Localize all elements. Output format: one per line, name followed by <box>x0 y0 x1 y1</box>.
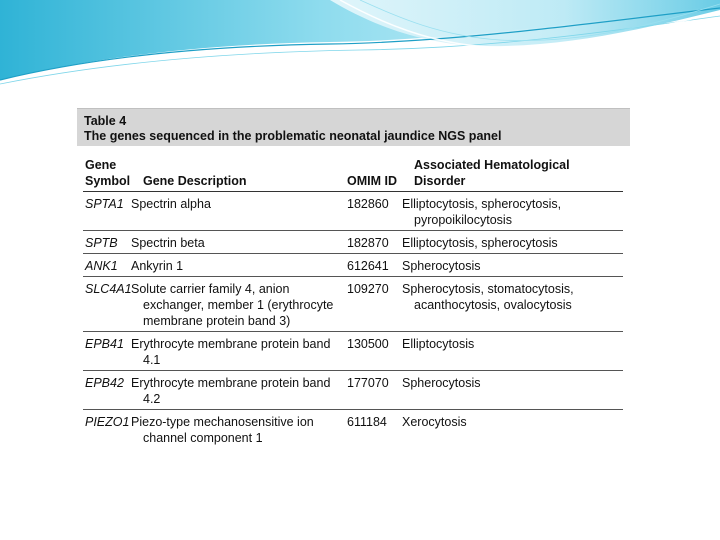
omim-id-cell: 177070 <box>345 371 412 410</box>
table-figure <box>77 108 630 452</box>
header-gene-symbol-line1: Gene <box>85 158 117 172</box>
header-gene-symbol <box>83 157 141 192</box>
table-row <box>83 277 623 332</box>
header-omim-id: OMIM ID <box>345 157 412 192</box>
disorder-cell: Spherocytosis <box>412 371 623 410</box>
gene-symbol-cell: SLC4A1 <box>83 277 141 332</box>
table-row <box>83 371 623 410</box>
gene-symbol-cell: EPB42 <box>83 371 141 410</box>
table-caption-band <box>77 108 630 146</box>
omim-id-cell: 130500 <box>345 332 412 371</box>
gene-description-cell: Erythrocyte membrane protein band 4.2 <box>141 371 345 410</box>
table-caption: The genes sequenced in the problematic neonatal jaundice NGS panel <box>84 129 502 143</box>
gene-description-cell: Spectrin alpha <box>141 192 345 231</box>
gene-description-cell: Ankyrin 1 <box>141 254 345 277</box>
table-row <box>83 254 623 277</box>
table-row <box>83 410 623 449</box>
disorder-cell: Elliptocytosis, spherocytosis, pyropoikilocytosis <box>412 192 623 231</box>
omim-id-cell: 182870 <box>345 231 412 254</box>
table-row <box>83 192 623 231</box>
disorder-cell: Xerocytosis <box>402 415 467 429</box>
gene-table <box>83 157 623 448</box>
gene-symbol-cell: EPB41 <box>83 332 141 371</box>
table-label: Table 4 <box>84 114 127 128</box>
header-gene-symbol-line2: Symbol <box>85 174 131 188</box>
gene-description-cell: Erythrocyte membrane protein band 4.1 <box>141 332 345 371</box>
omim-id-cell: 611184 <box>347 415 387 429</box>
disorder-cell: Elliptocytosis <box>412 332 623 371</box>
decorative-wave-banner <box>0 0 720 90</box>
gene-symbol-cell: ANK1 <box>83 254 141 277</box>
disorder-cell: Spherocytosis, stomatocytosis, acanthocytosis, ovalocytosis <box>412 277 623 332</box>
omim-id-cell: 182860 <box>345 192 412 231</box>
table-header-row <box>83 157 623 192</box>
header-gene-description: Gene Description <box>141 157 345 192</box>
omim-id-cell: 109270 <box>345 277 412 332</box>
header-disorder-line2: Disorder <box>414 174 466 188</box>
gene-description-cell: Spectrin beta <box>141 231 345 254</box>
disorder-cell: Elliptocytosis, spherocytosis <box>412 231 623 254</box>
gene-description-cell: Solute carrier family 4, anion exchanger, member 1 (erythrocyte membrane protein band 3) <box>141 277 345 332</box>
gene-description-cell: Piezo-type mechanosensitive ion channel component 1 <box>131 415 314 445</box>
disorder-cell: Spherocytosis <box>412 254 623 277</box>
gene-symbol-cell: PIEZO1 <box>85 415 130 429</box>
table-row <box>83 231 623 254</box>
omim-id-cell: 612641 <box>345 254 412 277</box>
header-associated-disorder <box>412 157 623 192</box>
header-disorder-line1: Associated Hematological <box>414 158 570 172</box>
table-row <box>83 332 623 371</box>
gene-symbol-cell: SPTA1 <box>83 192 141 231</box>
gene-symbol-cell: SPTB <box>83 231 141 254</box>
